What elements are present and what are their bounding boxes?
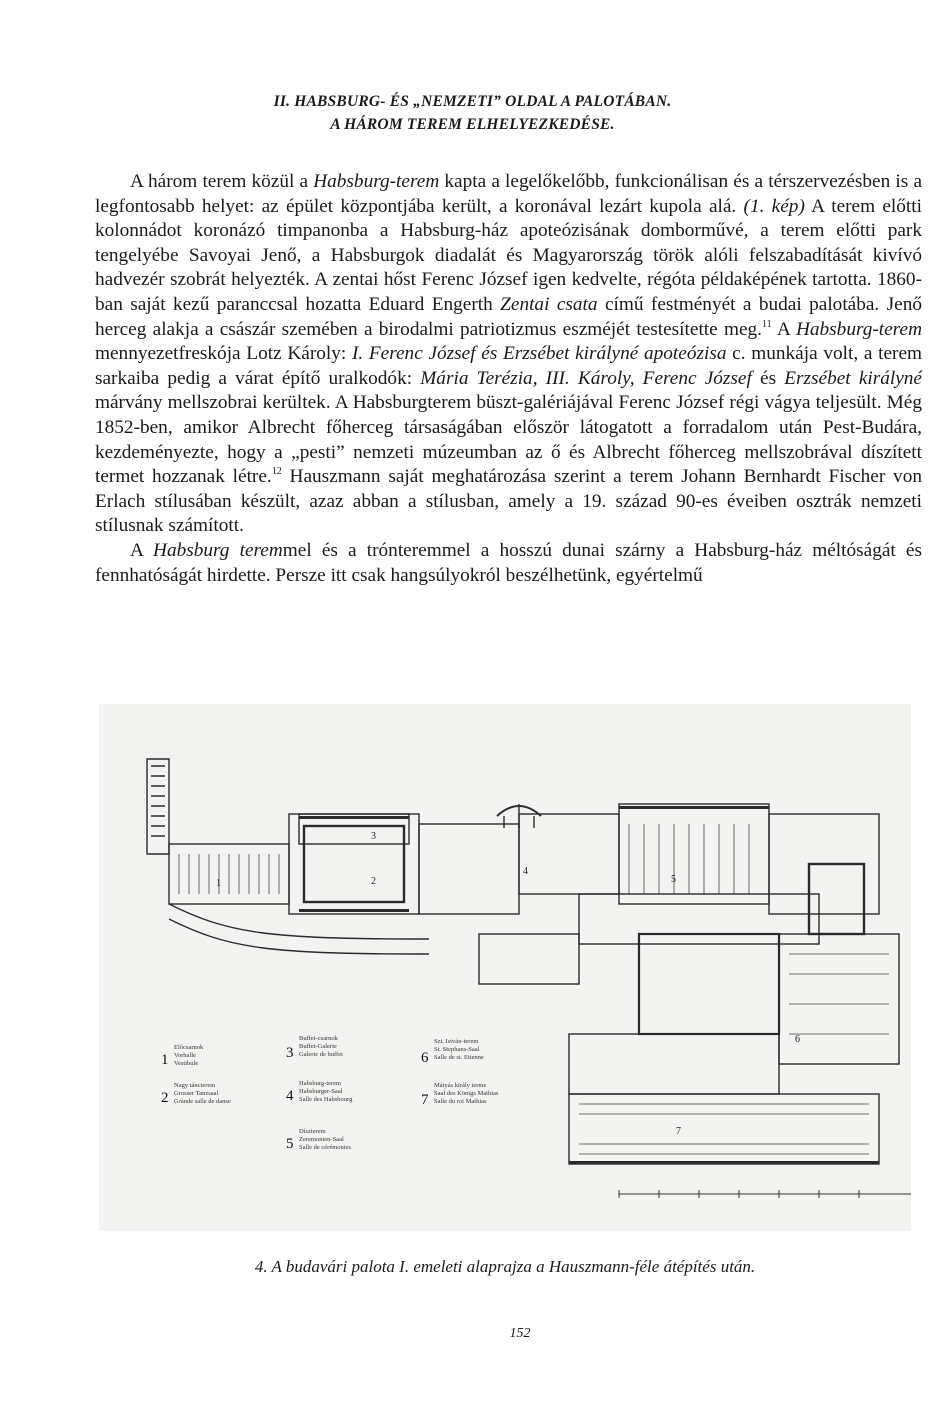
legend-line: Salle de cérémonies (299, 1144, 351, 1151)
room-7-lines (579, 1104, 869, 1154)
room-label-3: 3 (371, 831, 376, 842)
paragraph-2 (95, 539, 922, 588)
legend-line: Díszterem (299, 1128, 326, 1135)
legend-number: 1 (161, 1052, 169, 1068)
middle-wing (579, 894, 819, 944)
text-run: Hauszmann saját meghatározása szerint a terem Johann Bernhardt Fischer von Erlach stílusában készült, azaz abban a stílusban, amely a 19. század 90-es éveiben osztrák nemzeti stílusnak számított. (95, 466, 922, 537)
legend-line: Grosser Tanzsaal (174, 1090, 219, 1097)
legend-line: Grande salle de danse (174, 1098, 231, 1105)
text-run: mennyezetfreskója Lotz Károly: (95, 343, 352, 365)
legend-item-3 (286, 1035, 343, 1061)
legend (161, 1035, 499, 1152)
room-5-columns (629, 824, 749, 894)
legend-item-5 (286, 1128, 351, 1152)
room-label-5: 5 (671, 874, 676, 885)
text-run: A három terem közül a (130, 171, 314, 192)
body-text (95, 170, 922, 588)
text-run: A (771, 318, 796, 340)
text-run: mel és a trónteremmel a hosszú dunai szárny a Habsburg-ház méltóságát és fennhatóságát hirdette. Persze itt csak hangsúlyokról beszélhetünk, egyértelmű (95, 539, 922, 586)
legend-item-1 (161, 1044, 204, 1068)
wall-thick (299, 806, 879, 1164)
room-6-lines (789, 954, 889, 1034)
legend-line: Vorhalle (174, 1052, 196, 1059)
legend-line: Saal des Königs Mathias (434, 1090, 499, 1097)
legend-line: Salle des Habsbourg (299, 1096, 353, 1103)
room-label-4: 4 (523, 866, 528, 877)
room-label-7: 7 (676, 1126, 681, 1137)
legend-line: Zeremonien-Saal (299, 1136, 344, 1143)
floor-plan-figure (99, 704, 911, 1231)
legend-number: 4 (286, 1088, 294, 1104)
text-run: A terem előtti kolonnádot koronázó timpanonba a Habsburg-ház apoteózisának domborművé, a terem előtti park tengelyébe Savoyai Jenő, a Habsburgok diadalát és Magyarország török alóli felszabadítását kivívó hadvezér szobrát helyezték. A zentai hőst Ferenc József igen kedvelte, régóta példaképének tartotta. 1860-ban saját kezű paranccsal hozatta Eduard Engerth (95, 195, 922, 315)
room-label-6: 6 (795, 1034, 800, 1045)
courtyard-right (809, 864, 864, 934)
legend-line: Buffet-Galerie (299, 1043, 337, 1050)
legend-line: Habsburger-Saal (299, 1088, 343, 1095)
legend-line: Mátyás király terme (434, 1082, 487, 1089)
center-block (419, 824, 519, 914)
italic-term: Habsburg terem (153, 539, 283, 561)
text-run: márvány mellszobrai kerültek. A Habsburgterem büszt-galériájával Ferenc József régi vágya teljesült. Még 1852-ben, amikor Albrecht főherceg társaságában először látogatott a forradalom után Pest-Budára, kezdeményezte, hogy a „pesti” nemzeti múzeumban az ő és Albrecht főherceg mellszobrával díszített termet hozzanak létre. (95, 392, 922, 488)
legend-number: 3 (286, 1045, 294, 1061)
legend-number: 7 (421, 1092, 429, 1108)
italic-term: Habsburg-terem (313, 171, 440, 192)
stair-steps (151, 766, 165, 836)
legend-line: Habsburg-terem (299, 1080, 342, 1087)
figure-caption: 4. A budavári palota I. emeleti alaprajza a Hauszmann-féle átépítés után. (254, 1257, 756, 1276)
text-run: és (751, 367, 785, 389)
room-2-inner (304, 826, 404, 902)
lower-left-block (479, 934, 579, 984)
page-number: 152 (509, 1326, 531, 1341)
legend-line: Szt. István-terem (434, 1038, 479, 1045)
room-5-outline (619, 804, 769, 904)
legend-line: Salle de st. Etienne (434, 1054, 484, 1061)
legend-line: Buffet-csarnok (299, 1035, 338, 1042)
legend-number: 2 (161, 1090, 169, 1106)
legend-item-6 (421, 1038, 484, 1066)
text-run: A (130, 539, 154, 561)
legend-number: 6 (421, 1050, 429, 1066)
legend-item-7 (421, 1082, 499, 1108)
italic-term: Habsburg-terem (795, 318, 922, 340)
footnote-marker: 12 (271, 466, 282, 478)
legend-line: Nagy táncterem (174, 1082, 216, 1089)
legend-item-4 (286, 1080, 353, 1104)
floor-plan-drawing (99, 704, 911, 1231)
room-7-wing (569, 1094, 879, 1164)
italic-names: Mária Terézia, III. Károly, Ferenc József (420, 367, 752, 389)
legend-line: St. Stephans-Saal (434, 1046, 480, 1053)
legend-line: Előcsarnok (174, 1044, 204, 1051)
legend-line: Vestibule (174, 1060, 199, 1067)
central-courtyard (639, 934, 779, 1034)
paragraph-1 (95, 170, 922, 539)
lower-block (569, 1034, 779, 1094)
footnote-marker: 11 (762, 318, 772, 330)
text-run: kapta a legelőkelőbb, funkcionálisan és a térszervezésben is a legfontosabb helyet: az épület központjába került, a koronával lezárt kupola alá. (95, 171, 923, 217)
room-2-outline (289, 814, 419, 914)
room-label-2: 2 (371, 876, 376, 887)
room-label-1: 1 (216, 878, 221, 889)
chapter-title-line-2: A HÁROM TEREM ELHELYEZKEDÉSE. (330, 116, 615, 133)
legend-number: 5 (286, 1136, 294, 1152)
chapter-title-line-1: II. HABSBURG- ÉS „NEMZETI” OLDAL A PALOTÁBAN. (273, 93, 672, 110)
legend-item-2 (161, 1082, 231, 1106)
figure-reference: (1. kép) (743, 195, 805, 217)
text-run: c. munkája volt, a terem sarkaiba pedig a várat építő uralkodók: (95, 343, 923, 389)
italic-title: Zentai csata (500, 293, 598, 315)
italic-names: Erzsébet királyné (784, 367, 922, 389)
text-run: című festményét a budai palotába. Jenő herceg alakja a császár szemében a birodalmi patriotizmus eszméjét testesítette meg. (95, 293, 923, 340)
legend-line: Galerie de buffet (299, 1051, 343, 1058)
room-1-columns (179, 854, 279, 894)
italic-title: I. Ferenc József és Erzsébet királyné apoteózisa (351, 343, 727, 365)
legend-line: Salle du roi Mathias (434, 1098, 487, 1105)
